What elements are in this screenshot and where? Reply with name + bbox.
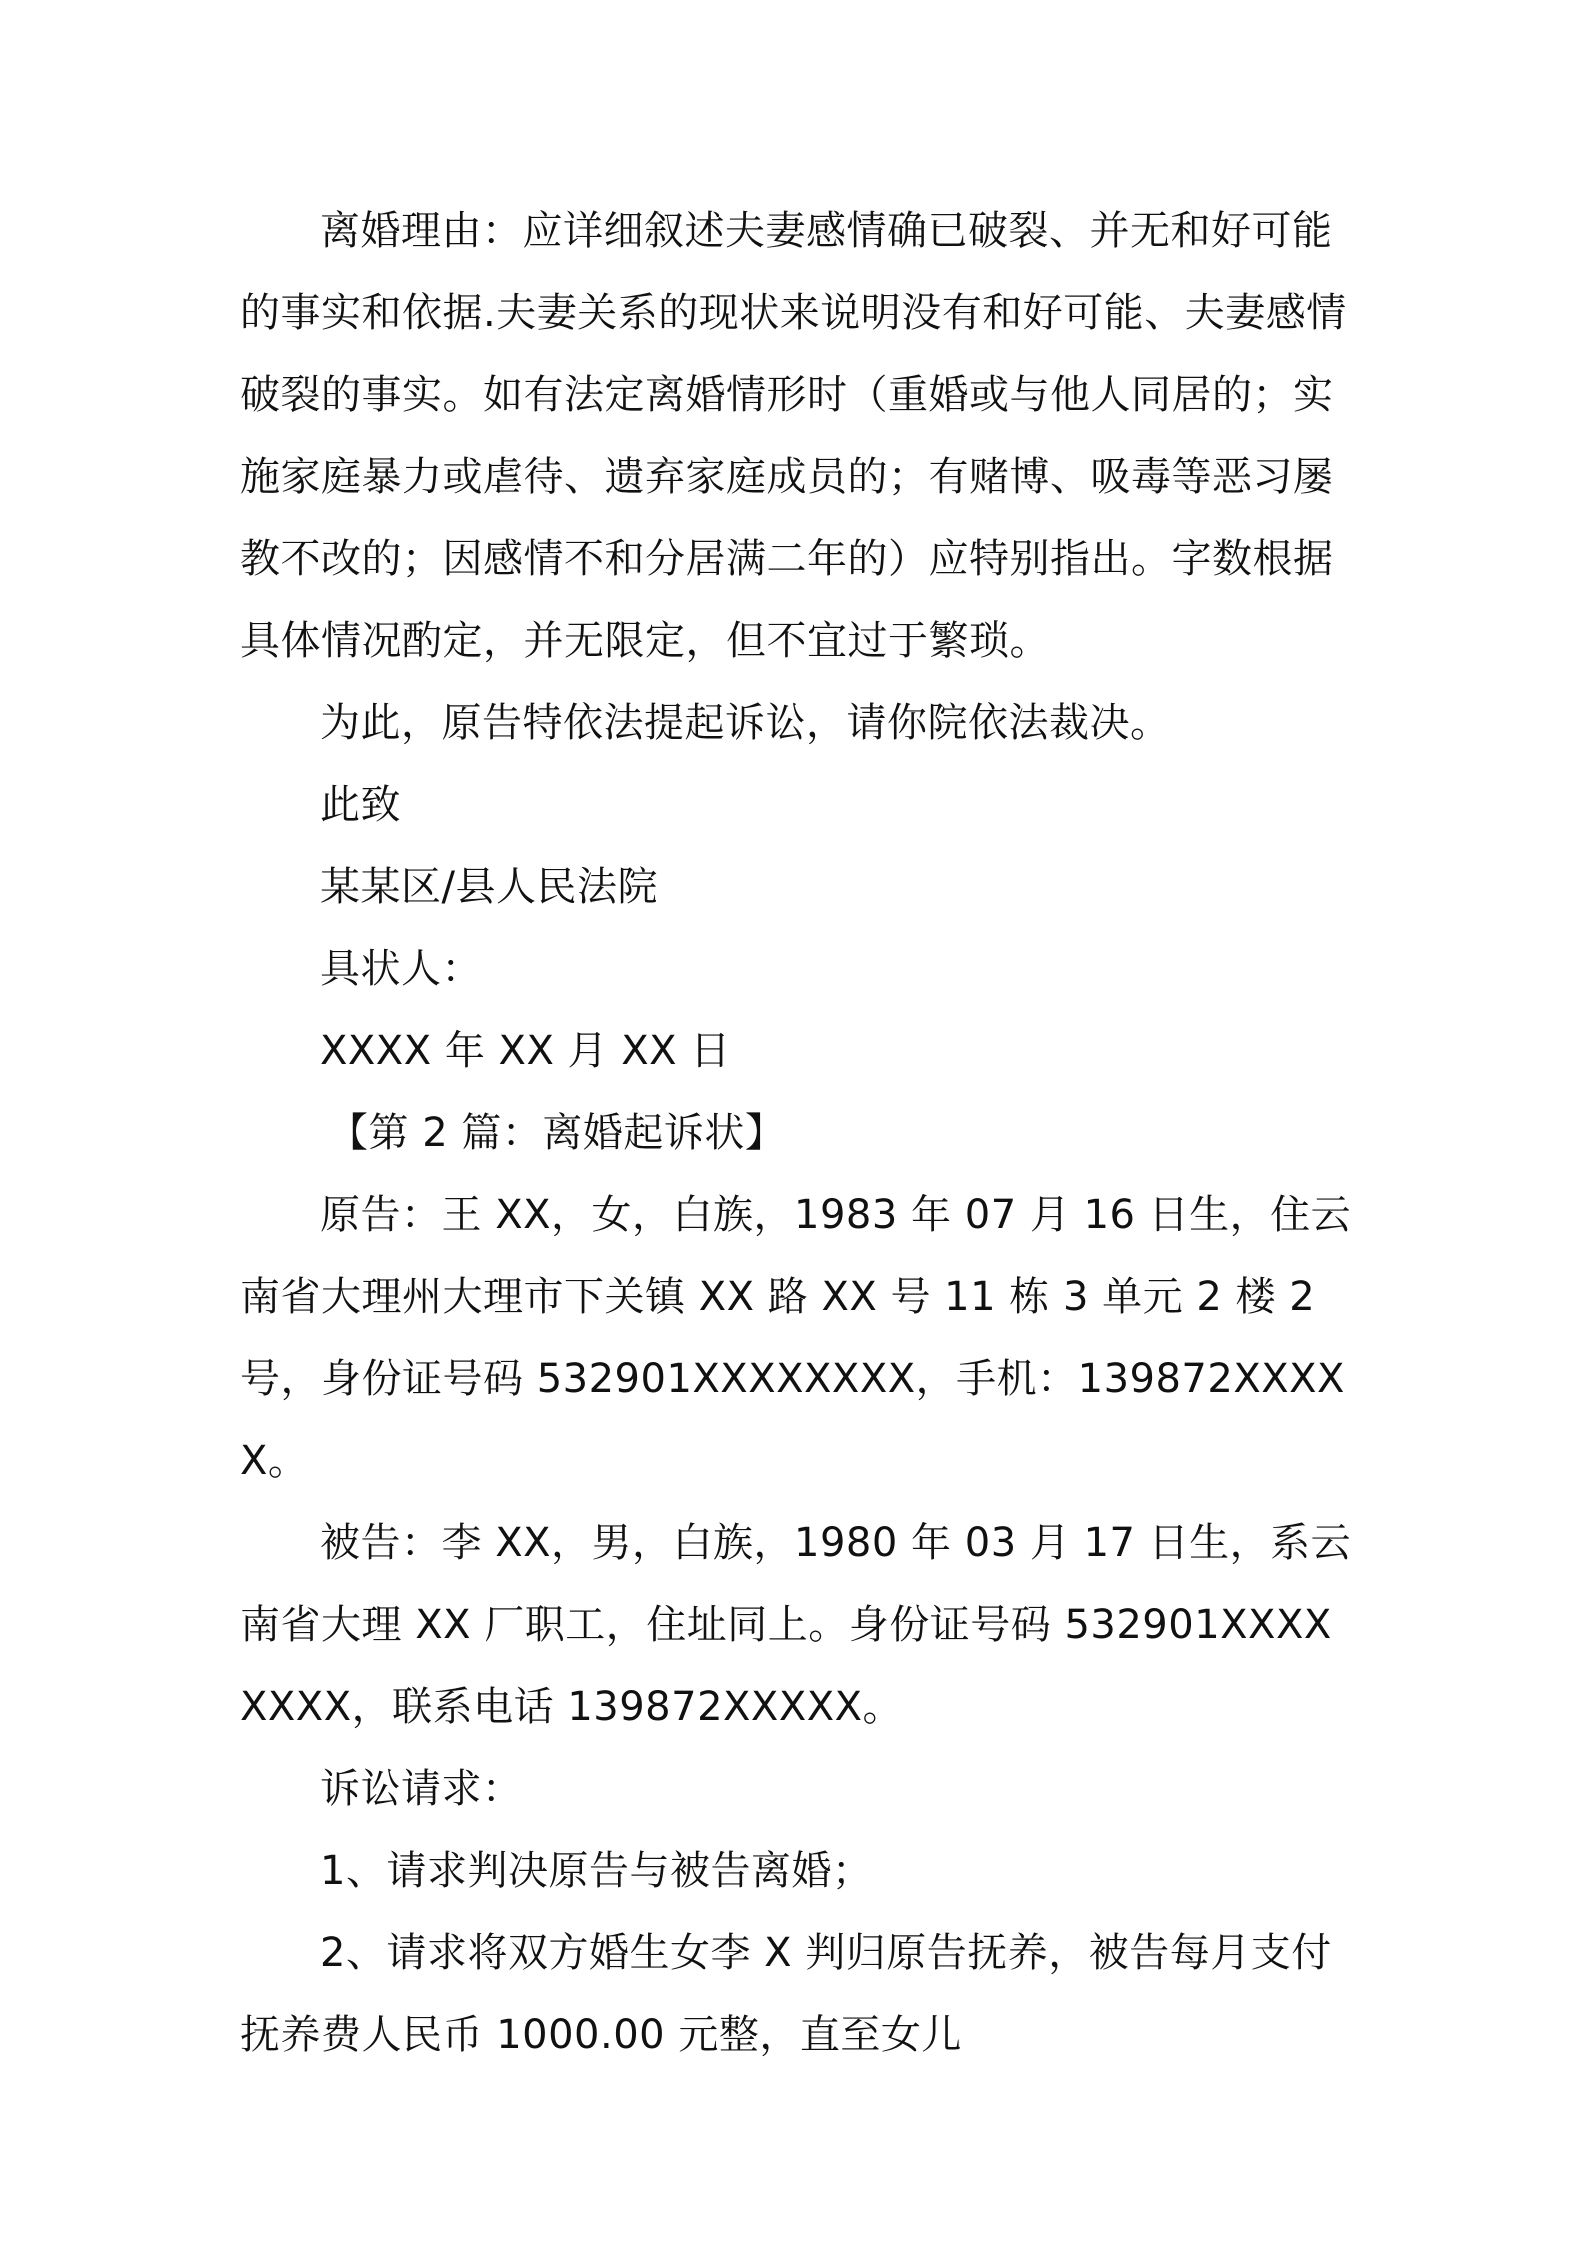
- document-page: [240, 190, 1352, 2076]
- paragraph-divorce-reason: 离婚理由：应详细叙述夫妻感情确已破裂、并无和好可能的事实和依据.夫妻关系的现状来说明没有和好可能、夫妻感情破裂的事实。如有法定离婚情形时（重婚或与他人同居的；实施家庭暴力或虐待、遗弃家庭成员的；有赌博、吸毒等恶习屡教不改的；因感情不和分居满二年的）应特别指出。字数根据具体情况酌定，并无限定，但不宜过于繁琐。: [240, 208, 1347, 664]
- paragraph-salutation: 此致: [320, 782, 401, 828]
- section-title: 【第 2 篇：离婚起诉状】: [328, 1110, 786, 1156]
- paragraph-claim-2: 2、请求将双方婚生女李 X 判归原告抚养，被告每月支付抚养费人民币 1000.00 元整，直至女儿: [240, 1930, 1332, 2058]
- paragraph-claims-heading: 诉讼请求：: [320, 1766, 523, 1812]
- paragraph-court: 某某区/县人民法院: [320, 864, 658, 910]
- paragraph-date: XXXX 年 XX 月 XX 日: [320, 1028, 731, 1074]
- paragraph-claim-1: 1、请求判决原告与被告离婚；: [320, 1848, 873, 1894]
- paragraph-defendant: 被告：李 XX，男，白族，1980 年 03 月 17 日生，系云南省大理 XX 厂职工，住址同上。身份证号码 532901XXXXXXXX，联系电话 139872XXXXX。: [240, 1520, 1352, 1730]
- paragraph-plaintiff: 原告：王 XX，女，白族，1983 年 07 月 16 日生，住云南省大理州大理市下关镇 XX 路 XX 号 11 栋 3 单元 2 楼 2 号，身份证号码 532901XXXXXXXX，手机：139872XXXXX。: [240, 1192, 1352, 1484]
- paragraph-petitioner: 具状人：: [320, 946, 482, 992]
- paragraph-lawsuit-request: 为此，原告特依法提起诉讼，请你院依法裁决。: [320, 700, 1171, 746]
